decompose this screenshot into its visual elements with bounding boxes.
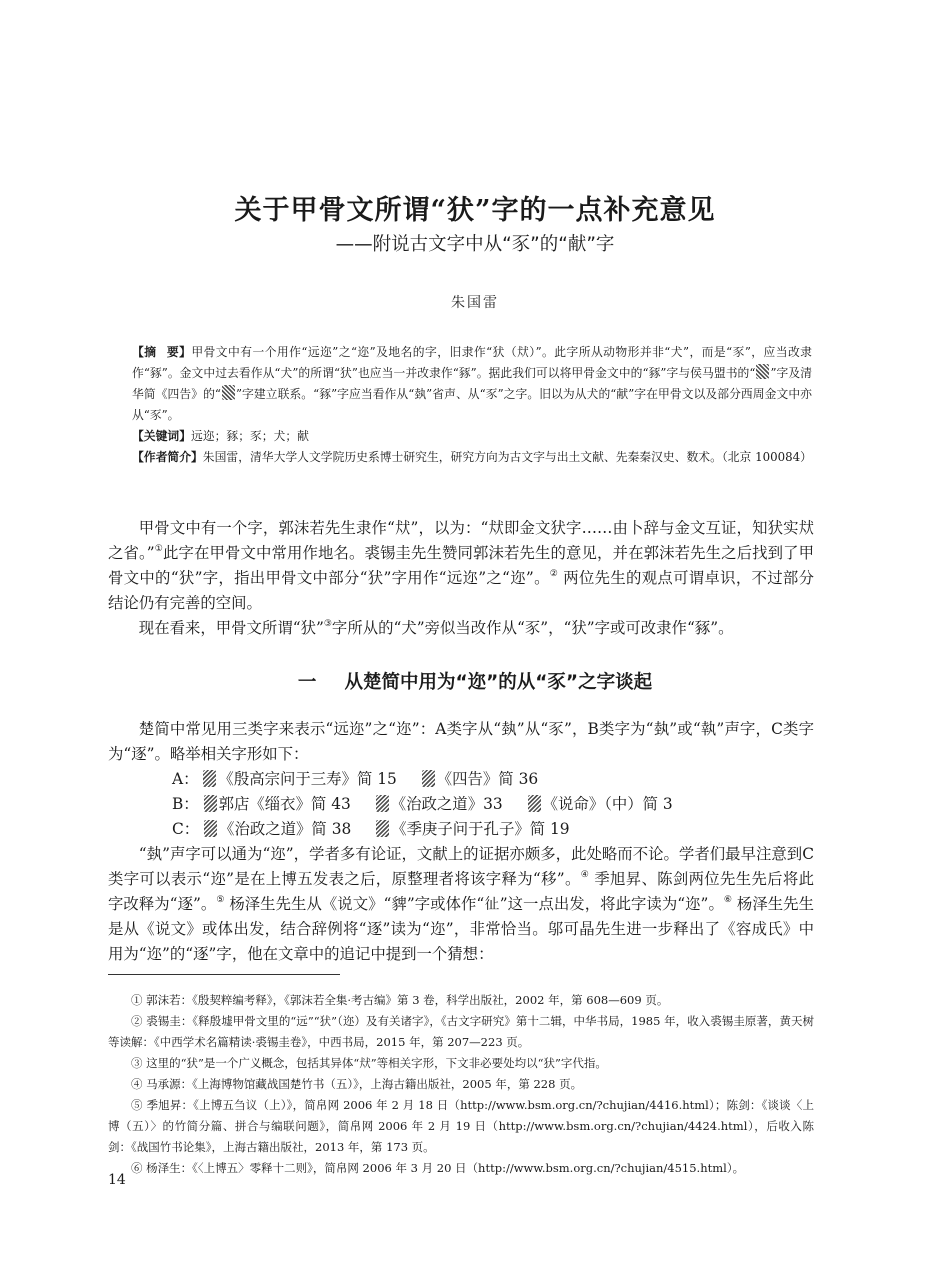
abstract-summary [132, 342, 812, 426]
footnote-1: ① 郭沫若：《殷契粹编考释》，《郭沫若全集·考古编》第 3 卷，科学出版社，2002 年，第 608—609 页。 [131, 993, 669, 1007]
section-1-body [108, 717, 814, 967]
glyph-examples [108, 767, 814, 842]
glyph-row-a [172, 767, 814, 792]
abstract-author-info [132, 447, 812, 468]
footnote-5: ⑤ 季旭昇：《上博五刍议（上）》，简帛网 2006 年 2 月 18 日（http://www.bsm.org.cn/?chujian/4416.html）；陈剑：《谈谈〈上博（五）〉的竹简分篇、拼合与编联问题》，简帛网 2006 年 2 月 19 日（http://www.bsm.org.cn/?chujian/4424.html），后收入陈剑：《战国竹书论集》，上海古籍出版社，2013 年，第 173 页。 [108, 1098, 815, 1154]
bamboo-slip-character-image [422, 770, 435, 787]
intro-paragraph-1: 甲骨文中有一个字，郭沫若先生隶作“㹜”，以为：“㹜即金文犾字……由卜辞与金文互证，知犾实㹜之省。”①此字在甲骨文中常用作地名。裘锡圭先生赞同郭沫若先生的意见，并在郭沫若先生之后找到了甲骨文中的“犾”字，指出甲骨文中部分“犾”字用作“远迩”之“迩”。② 两位先生的观点可谓卓识，不过部分结论仍有完善的空间。 [108, 519, 814, 612]
keywords-text: 远迩；豩；豕；犬；献 [191, 429, 309, 443]
author-info-text: 朱国雷，清华大学人文学院历史系博士研究生，研究方向为古文字与出土文献、先秦秦汉史、数术。（北京 100084） [202, 450, 812, 464]
footnote-3: ③ 这里的“犾”是一个广义概念，包括其异体“㹜”等相关字形，下文非必要处均以“犾”字代指。 [131, 1056, 607, 1070]
glyph-row-label: B： [172, 795, 199, 813]
glyph-row-label: C： [172, 820, 200, 838]
article-subtitle: ——附说古文字中从“豕”的“献”字 [335, 234, 615, 255]
glyph-item: 《治政之道》简 38 [204, 817, 351, 842]
abstract-block [132, 342, 812, 468]
summary-text: 甲骨文中有一个用作“远迩”之“迩”及地名的字，旧隶作“犾（㹜）”。此字所从动物形并非“犬”，而是“豕”，应当改隶作“豩”。金文中过去看作从“犬”的所谓“犾”也应当一并改隶作“豩”。据此我们可以将甲骨金文中的“豩”字与侯马盟书的“ [132, 345, 812, 380]
bamboo-slip-character-image [204, 795, 217, 812]
keywords-label: 【关键词】 [132, 429, 191, 443]
bamboo-slip-character-image [376, 795, 389, 812]
abstract-keywords [132, 426, 812, 447]
glyph-row-c [172, 817, 814, 842]
glyph-item: 郭店《缁衣》简 43 [204, 792, 351, 817]
glyph-item: 《四告》简 36 [422, 767, 538, 792]
footnote-divider [108, 974, 340, 975]
page-number: 14 [108, 1172, 126, 1188]
footnote-ref-5[interactable]: ⑤ [216, 895, 225, 905]
intro-paragraph-2: 现在看来，甲骨文所谓“犾”③字所从的“犬”旁似当改作从“豕”，“犾”字或可改隶作“豩”。 [138, 619, 734, 637]
section-paragraph-1: 楚简中常见用三类字来表示“远迩”之“迩”：A类字从“埶”从“豕”，B类字为“埶”或“執”声字，C类字为“逐”。略举相关字形如下： [108, 720, 814, 763]
footnote-4: ④ 马承源：《上海博物馆藏战国楚竹书（五）》，上海古籍出版社，2005 年，第 228 页。 [131, 1077, 583, 1091]
bamboo-slip-character-image [203, 770, 216, 787]
section-title: 从楚简中用为“迩”的从“豕”之字谈起 [344, 672, 653, 693]
glyph-item: 《季庚子问于孔子》简 19 [376, 817, 569, 842]
footnote-ref-6[interactable]: ⑥ [723, 895, 732, 905]
glyph-item: 《说命》（中）简 3 [528, 792, 673, 817]
glyph-item: 《治政之道》33 [376, 792, 503, 817]
footnote-6: ⑥ 杨泽生：《〈上博五〉零释十二则》，简帛网 2006 年 3 月 20 日（http://www.bsm.org.cn/?chujian/4515.html）。 [131, 1161, 745, 1175]
summary-text-3: ”字建立联系。“豩”字应当看作从“埶”省声、从“豕”之字。旧以为从犬的“献”字在甲骨文以及部分西周金文中亦从“豕”。 [132, 387, 812, 422]
section-number: 一 [297, 672, 317, 693]
glyph-row-label: A： [172, 770, 199, 788]
author-info-label: 【作者简介】 [132, 450, 203, 464]
bamboo-slip-character-image [376, 820, 389, 837]
footnote-ref-1[interactable]: ① [154, 544, 163, 554]
footnote-ref-2[interactable]: ② [549, 569, 559, 579]
houma-character-image [756, 364, 769, 379]
summary-label: 【摘 要】 [132, 345, 192, 359]
footnotes [108, 990, 814, 1179]
footnote-ref-4[interactable]: ④ [580, 870, 590, 880]
footnote-ref-3[interactable]: ③ [323, 619, 332, 629]
article-author: 朱国雷 [451, 295, 499, 311]
summary-text-2: ”字及清华简《四告》的“ [132, 366, 812, 401]
article-title: 关于甲骨文所谓“犾”字的一点补充意见 [234, 195, 716, 226]
glyph-row-b [172, 792, 814, 817]
glyph-item: 《殷高宗问于三寿》简 15 [203, 767, 396, 792]
sigao-character-image [222, 385, 235, 400]
section-paragraph-2: “埶”声字可以通为“迩”，学者多有论证，文献上的证据亦颇多，此处略而不论。学者们最早注意到C类字可以表示“迩”是在上博五发表之后，原整理者将该字释为“移”。④ 季旭昇、陈剑两位先生先后将此字改释为“逐”。⑤ 杨泽生先生从《说文》“貏”字或体作“𢓊”这一点出发，将此字读为“迩”。⑥ 杨泽生先生是从《说文》或体出发，结合辞例将“逐”读为“迩”，非常恰当。邬可晶先生进一步释出了《容成氏》中用为“迩”的“逐”字，他在文章中的追记中提到一个猜想： [108, 845, 814, 963]
bamboo-slip-character-image [204, 820, 217, 837]
bamboo-slip-character-image [528, 795, 541, 812]
section-heading [0, 668, 950, 694]
intro-section [108, 516, 814, 641]
footnote-2: ② 裘锡圭：《释殷墟甲骨文里的“远”“犾”（迩）及有关诸字》，《古文字研究》第十二辑，中华书局，1985 年，收入裘锡圭原著，黄天树等读解：《中西学术名篇精读·裘锡圭卷》，中西书局，2015 年，第 207—223 页。 [108, 1014, 815, 1049]
